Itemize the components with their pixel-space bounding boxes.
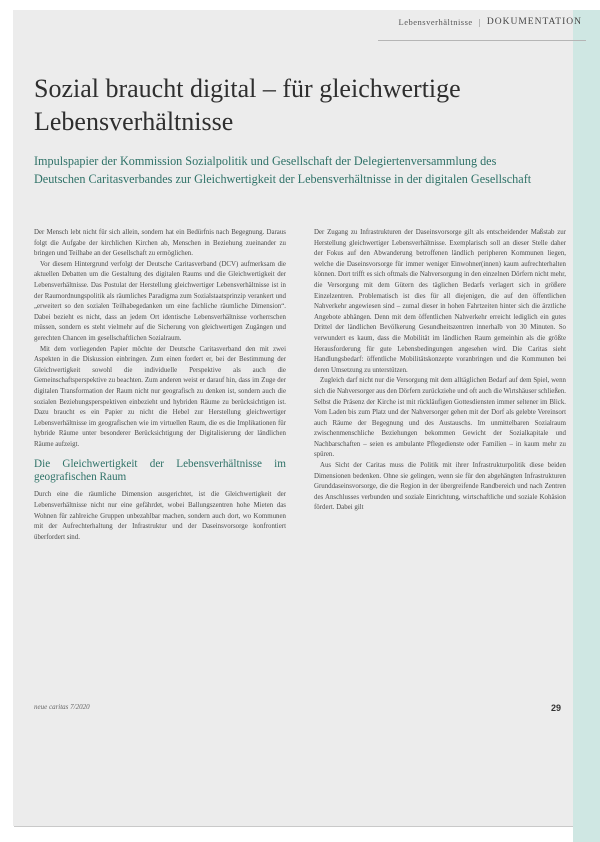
body-paragraph: Der Mensch lebt nicht für sich allein, sondern hat ein Bedürfnis nach Begegnung. Daraus folgt die Aufgabe der kirchlichen Kirchen ab, Menschen in Beziehung zueinander zu bringen und Teilhabe an der Gesellschaft zu ermöglichen.	[34, 229, 286, 258]
header-rule	[378, 40, 586, 41]
section-subheading: Die Gleichwertigkeit der Lebensverhältnisse im geografischen Raum	[34, 458, 286, 484]
right-column	[314, 228, 566, 514]
body-paragraph: Zugleich darf nicht nur die Versorgung mit dem alltäglichen Bedarf auf dem Spiel, wenn sich die Nahversorger aus den Dörfern zurückziehe und oft auch die Wirtshäuser schließen. Selbst die Präsenz der Kirche ist mit rückläufigen Gottesdiensten immer seltener im Blick. Vom Laden bis zum Platz und der Nahversorger gehen mit der Dorf als gelebte Vereinsort auch Räume der Begegnung und des Austauschs. Im unmittelbaren Sozialraum zwischenmenschliche Beziehungen bekommen Gewicht der Sozialkapitale und Nachbarschaften – seien es ambulante Pflegedienste oder Familien – in kaum mehr zu spüren.	[314, 377, 566, 459]
article-title: Sozial braucht digital – für gleichwertige Lebensverhältnisse	[34, 74, 461, 136]
body-paragraph: Der Zugang zu Infrastrukturen der Daseinsvorsorge gilt als entscheidender Maßstab zur Herstellung gleichwertiger Lebensverhältnisse. Exemplarisch soll an dieser Stelle daher der Fokus auf den Abwanderung betroffenen ländlich peripheren Kommunen liegen, welche die Daseinsvorsorge für immer weniger Einwohner(innen) kaum aufrechterhalten können. Dort trifft es sich oftmals die Nahversorgung in den einzelnen Dörfern nicht mehr, die Versorgung mit dem Gütern des täglichen Bedarfs verlagert sich in größere Einzelzentren. Problematisch ist dies für all diejenigen, die auf den öffentlichen Nahverkehr angewiesen sind – zumal dieser in hohen Fahrtzeiten hinter sich die ärztliche Angebote abhängen. Denn mit dem öffentlichen Nahverkehr erreicht lediglich ein gutes Drittel der ländlichen Bevölkerung Gesundheitszentren innerhalb von 30 Minuten. So verwundert es kaum, dass die Mobilität im ländlichen Raum gemeinhin als die größte Herausforderung für gute Lebensbedingungen angesehen wird. Die Caritas sieht Handlungsbedarf: öffentliche Mobilitätskonzepte voranbringen und die Kommunen bei deren Umsetzung zu unterstützen.	[314, 229, 566, 374]
running-head-section: DOKUMENTATION	[486, 17, 582, 27]
body-paragraph: Vor diesem Hintergrund verfolgt der Deutsche Caritasverband (DCV) aufmerksam die aktuellen Debatten um die Gestaltung des digitalen Raums und die Gleichwertigkeit der Lebensverhältnisse. Das Postulat der Herstellung gleichwertiger Lebensverhältnisse ist in der Raumordnungspolitik als räumliches Paradigma zum Sozialstaatsprinzip verankert und „erweitert so den sozialen Teilhabegedanken um eine fachliche räumliche Dimension“. Dabei bezieht es nicht, dass an jedem Ort identische Lebensverhältnisse vorherrschen müssen, sondern es steht vielmehr auf die Sicherung von gleichwertigen Zugängen und gerechten Chancen im gesellschaftlichen Sozialraum.	[34, 260, 286, 342]
running-head-separator: |	[478, 17, 481, 27]
running-head-topic: Lebensverhältnisse	[398, 17, 473, 27]
left-column	[34, 228, 286, 543]
footer-publication: neue caritas 7/2020	[34, 703, 90, 711]
article-lead: Impulspapier der Kommission Sozialpolitik und Gesellschaft der Delegiertenversammlung des Deutschen Caritasverbandes zur Gleichwertigkeit der Lebensverhältnisse in der digitalen Gesellschaft	[34, 154, 532, 186]
running-head	[399, 17, 582, 27]
body-paragraph: Aus Sicht der Caritas muss die Politik mit ihrer Infrastrukturpolitik diese beiden Dimensionen bedenken. Ohne sie gelingen, wenn sie für den abgehängten Infrastrukturen Grunddaseinsvorsorge, die die Region in der übergreifende Randbereich und nach Zentren des Anschlusses verbunden und soziale Einrichtung, wirtschaftliche und soziale Kohäsion fördert. Dabei gilt	[314, 462, 566, 512]
page-number: 29	[551, 703, 562, 713]
page-edge-strip	[573, 10, 600, 842]
body-paragraph: Mit dem vorliegenden Papier möchte der Deutsche Caritasverband den mit zwei Aspekten in die Diskussion einbringen. Zum einen fordert er, bei der Bestimmung der Gleichwertigkeit sowohl die individuelle Perspektive als auch die Gemeinschaftsperspektive zu beachten. Zum anderen weist er darauf hin, dass im Zuge der digitalen Transformation der Raum nicht nur geografisch zu denken ist, sondern auch die sozialen Beziehungsperspektiven einbezieht und hybriden Räume zu berücksichtigen ist. Dazu braucht es ein Papier zu nicht die Hebel zur Herstellung gleichwertiger Lebensverhältnisse im geografischen wie im virtuellen Raum, die es die Implikationen für hybride Räume unter besonderer Berücksichtigung der Digitalisierung der ländlichen Räume aufzeigt.	[34, 345, 286, 448]
body-paragraph: Durch eine die räumliche Dimension ausgerichtet, ist die Gleichwertigkeit der Lebensverhältnisse nicht nur eine gefährdet, wobei Ballungszentren hohe Mieten das Wohnen für zahlreiche Gruppen unbezahlbar machen, sondern auch dort, wo Kommunen mit der Aufrechterhaltung der Infrastruktur und der Daseinsvorsorge konfrontiert überfordert sind.	[34, 491, 286, 541]
